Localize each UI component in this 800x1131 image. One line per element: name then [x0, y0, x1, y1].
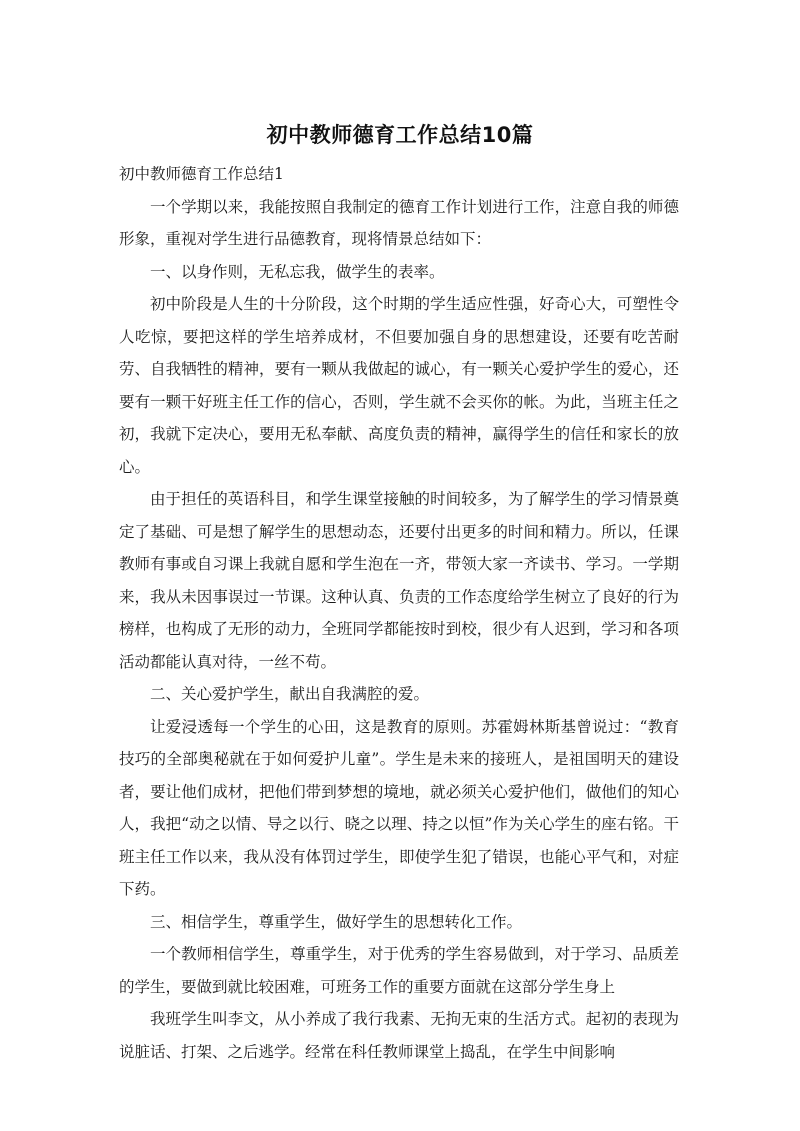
paragraph-intro: 一个学期以来，我能按照自我制定的德育工作计划进行工作，注意自我的师德形象，重视对学生进行品德教育，现将情景总结如下：	[119, 197, 679, 248]
paragraph-heading-1: 一、以身作则，无私忘我，做学生的表率。	[150, 262, 445, 281]
paragraph-english-subject: 由于担任的英语科目，和学生课堂接触的时间较多，为了解学生的学习情景奠定了基础、可是想了解学生的思想动态，还要付出更多的时间和精力。所以，任课教师有事或自习课上我就自愿和学生泡在一齐，带领大家一齐读书、学习。一学期来，我从未因事误过一节课。这种认真、负责的工作态度给学生树立了良好的行为榜样，也构成了无形的动力，全班同学都能按时到校，很少有人迟到，学习和各项活动都能认真对待，一丝不苟。	[119, 490, 679, 671]
paragraph-trust-students: 一个教师相信学生，尊重学生，对于优秀的学生容易做到，对于学习、品质差的学生，要做到就比较困难，可班务工作的重要方面就在这部分学生身上	[119, 945, 679, 996]
paragraph-love-students: 让爱浸透每一个学生的心田，这是教育的原则。苏霍姆林斯基曾说过：“教育技巧的全部奥秘就在于如何爱护儿童”。学生是未来的接班人，是祖国明天的建设者，要让他们成材，把他们带到梦想的境地，就必须关心爱护他们，做他们的知心人，我把“动之以情、导之以行、晓之以理、持之以恒”作为关心学生的座右铭。干班主任工作以来，我从没有体罚过学生，即使学生犯了错误，也能心平气和，对症下药。	[119, 717, 679, 898]
paragraph-student-case: 我班学生叫李文，从小养成了我行我素、无拘无束的生活方式。起初的表现为说脏话、打架、之后逃学。经常在科任教师课堂上捣乱，在学生中间影响	[119, 1010, 679, 1061]
section-heading: 初中教师德育工作总结1	[119, 165, 284, 183]
paragraph-heading-3: 三、相信学生，尊重学生，做好学生的思想转化工作。	[150, 912, 523, 931]
document-title: 初中教师德育工作总结10篇	[266, 123, 534, 147]
paragraph-heading-2: 二、关心爱护学生，献出自我满腔的爱。	[150, 685, 430, 703]
document-body	[119, 158, 679, 1068]
paragraph-lead-by-example: 初中阶段是人生的十分阶段，这个时期的学生适应性强，好奇心大，可塑性令人吃惊，要把这样的学生培养成材，不但要加强自身的思想建设，还要有吃苦耐劳、自我牺牲的精神，要有一颗从我做起的诚心，有一颗关心爱护学生的爱心，还要有一颗干好班主任工作的信心，否则，学生就不会买你的帐。为此，当班主任之初，我就下定决心，要用无私奉献、高度负责的精神，赢得学生的信任和家长的放心。	[119, 295, 679, 476]
